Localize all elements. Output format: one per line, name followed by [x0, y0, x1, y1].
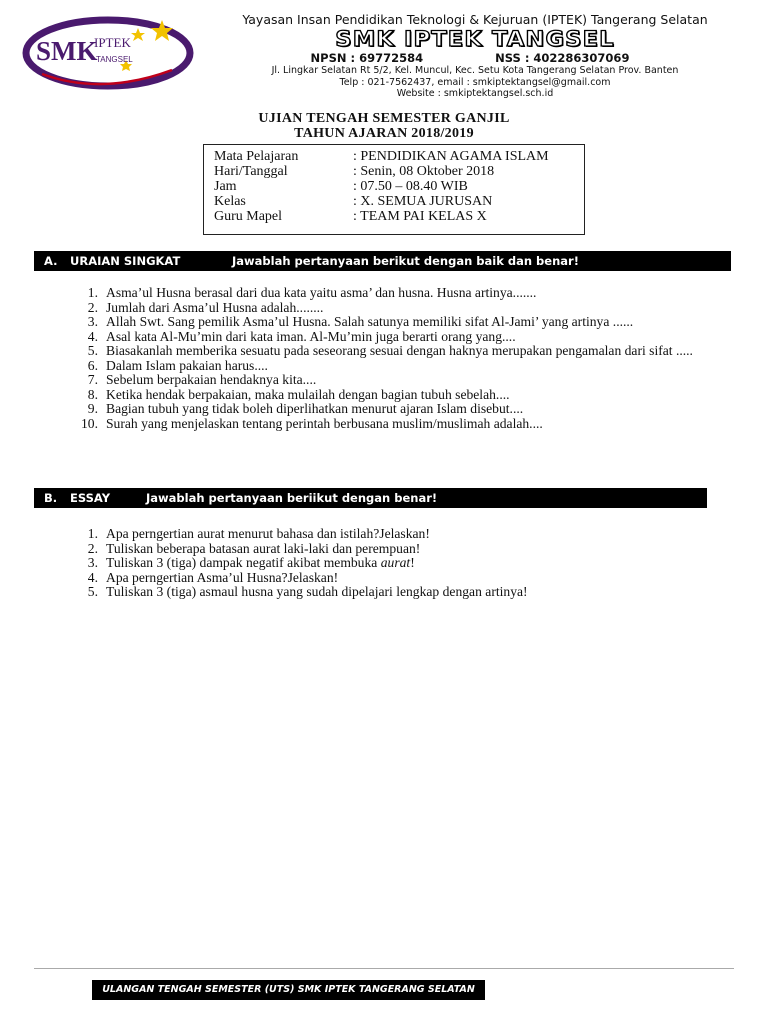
question-text: Sebelum berpakaian hendaknya kita....: [106, 372, 317, 387]
question-number: 5.: [87, 584, 98, 599]
question-text: Dalam Islam pakaian harus....: [106, 357, 268, 373]
question-text-emphasis: aurat: [380, 555, 411, 570]
question-text: Bagian tubuh yang tidak boleh diperlihatkan menurut ajaran Islam disebut....: [106, 401, 524, 416]
question-item: [80, 315, 740, 330]
question-number: 5.: [87, 343, 98, 358]
question-item: [80, 344, 740, 359]
section-b-questions: [80, 527, 720, 600]
info-row-time: [214, 179, 584, 194]
question-item: [80, 373, 740, 388]
question-number: 9.: [87, 401, 98, 416]
question-number: 1.: [87, 526, 98, 541]
question-text: Apa perngertian Asma’ul Husna?Jelaskan!: [106, 569, 339, 585]
school-logo: [22, 14, 198, 90]
section-letter: A.: [44, 254, 58, 268]
section-a-header: [34, 251, 731, 271]
info-label: Guru Mapel: [214, 209, 283, 224]
letterhead: [205, 12, 745, 100]
info-row-class: [214, 194, 584, 209]
info-label: Hari/Tanggal: [214, 164, 288, 179]
question-number: 3.: [87, 555, 98, 570]
exam-title: UJIAN TENGAH SEMESTER GANJIL: [258, 111, 510, 126]
question-number: 4.: [87, 328, 98, 344]
star-icon: [131, 28, 145, 41]
info-row-teacher: [214, 209, 584, 224]
question-number: 10.: [81, 415, 98, 431]
question-text: Allah Swt. Sang pemilik Asma’ul Husna. Salah satunya memiliki sifat Al-Jami’ yang artinya ......: [106, 314, 634, 329]
nss: NSS : 402286307069: [495, 51, 630, 65]
footer-bar: ULANGAN TENGAH SEMESTER (UTS) SMK IPTEK TANGERANG SELATAN: [92, 980, 485, 1000]
info-value: : PENDIDIKAN AGAMA ISLAM: [353, 149, 549, 164]
question-text: Apa perngertian aurat menurut bahasa dan istilah?Jelaskan!: [106, 526, 430, 541]
question-text: Jumlah dari Asma’ul Husna adalah........: [106, 299, 324, 315]
logo-main-text: SMK: [36, 36, 98, 66]
footer-divider: [34, 968, 734, 969]
npsn: NPSN : 69772584: [310, 51, 424, 65]
question-number: 8.: [87, 386, 98, 402]
section-name: URAIAN SINGKAT: [70, 254, 181, 268]
question-item: [80, 402, 740, 417]
section-b-header: [34, 488, 707, 508]
logo-sub-text-2: TANGSEL: [96, 55, 133, 64]
exam-info-box: [203, 144, 585, 235]
question-item: [80, 556, 720, 571]
question-item: [80, 388, 740, 403]
school-contact: Telp : 021-7562437, email : smkiptektangsel@gmail.com: [339, 76, 611, 88]
question-item: [80, 571, 720, 586]
question-text: Asal kata Al-Mu’min dari kata iman. Al-Mu’min juga berarti orang yang....: [106, 328, 516, 344]
section-a-questions: [80, 286, 740, 431]
section-letter: B.: [44, 491, 58, 505]
logo-sub-text-1: IPTEK: [94, 35, 131, 50]
question-number: 2.: [87, 540, 98, 556]
question-text: Ketika hendak berpakaian, maka mulailah dengan bagian tubuh sebelah....: [106, 386, 510, 402]
question-number: 7.: [87, 372, 98, 387]
question-item: [80, 301, 740, 316]
info-label: Kelas: [214, 194, 246, 209]
question-item: [80, 527, 720, 542]
school-address: Jl. Lingkar Selatan Rt 5/2, Kel. Muncul, Kec. Setu Kota Tangerang Selatan Prov. Banten: [271, 65, 679, 76]
info-row-subject: [214, 149, 584, 164]
info-value: : Senin, 08 Oktober 2018: [353, 164, 495, 179]
info-value: : X. SEMUA JURUSAN: [353, 194, 493, 209]
question-text: Surah yang menjelaskan tentang perintah berbusana muslim/muslimah adalah....: [106, 415, 543, 431]
question-text-part: !: [410, 555, 415, 570]
info-label: Mata Pelajaran: [214, 149, 299, 164]
question-number: 4.: [87, 569, 98, 585]
info-value: : 07.50 – 08.40 WIB: [353, 179, 468, 194]
question-text: Asma’ul Husna berasal dari dua kata yaitu asma’ dan husna. Husna artinya.......: [106, 285, 537, 300]
info-label: Jam: [214, 179, 237, 194]
question-number: 3.: [87, 314, 98, 329]
question-item: [80, 585, 720, 600]
question-text: Tuliskan beberapa batasan aurat laki-laki dan perempuan!: [106, 540, 421, 556]
question-number: 1.: [87, 285, 98, 300]
exam-year: TAHUN AJARAN 2018/2019: [294, 126, 474, 141]
question-number: 6.: [87, 357, 98, 373]
foundation-name: Yayasan Insan Pendidikan Teknologi & Kejuruan (IPTEK) Tangerang Selatan: [242, 12, 708, 27]
question-item: [80, 330, 740, 345]
question-number: 2.: [87, 299, 98, 315]
info-value: : TEAM PAI KELAS X: [353, 209, 487, 224]
question-text: Biasakanlah memberika sesuatu pada seseorang sesuai dengan haknya merupakan pengamalan dari sifat .....: [106, 343, 693, 358]
question-text-part: Tuliskan 3 (tiga) dampak negatif akibat membuka: [106, 555, 381, 570]
school-name: SMK IPTEK TANGSEL: [335, 27, 615, 51]
question-item: [80, 542, 720, 557]
question-item: [80, 359, 740, 374]
question-item: [80, 286, 740, 301]
question-text: [106, 556, 720, 571]
info-row-date: [214, 164, 584, 179]
school-logo-graphic: [22, 14, 198, 90]
question-text: Tuliskan 3 (tiga) asmaul husna yang sudah dipelajari lengkap dengan artinya!: [106, 584, 528, 599]
section-instruction: Jawablah pertanyaan beriikut dengan benar!: [146, 491, 438, 505]
section-instruction: Jawablah pertanyaan berikut dengan baik dan benar!: [232, 254, 579, 268]
section-name: ESSAY: [70, 491, 111, 505]
school-ids: [195, 51, 745, 65]
school-website: Website : smkiptektangsel.sch.id: [396, 88, 554, 99]
question-item: [80, 417, 740, 432]
